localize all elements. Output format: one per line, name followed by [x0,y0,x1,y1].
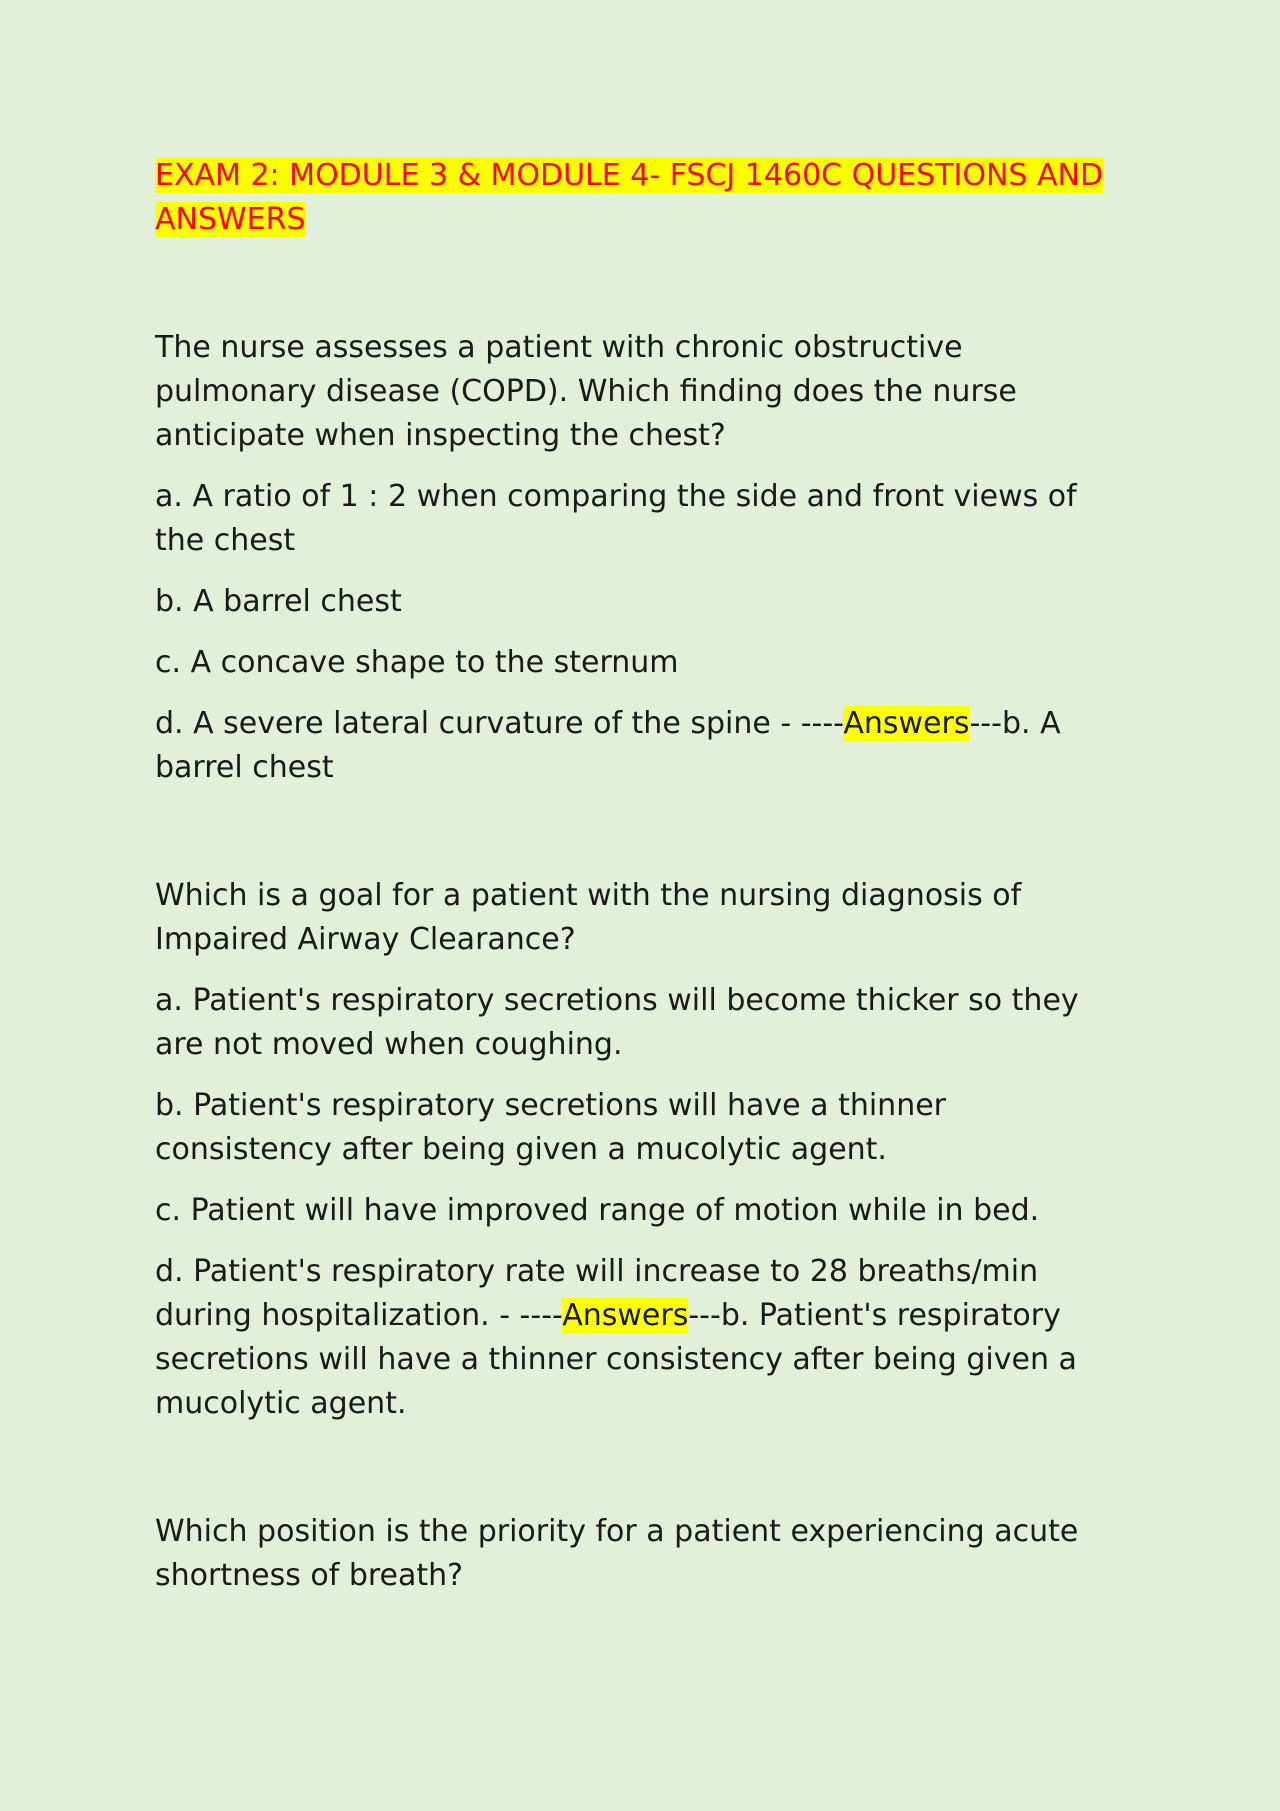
option-c: c. Patient will have improved range of motion while in bed. [155,1193,1040,1228]
answer-marker-prefix: - ---- [489,1298,563,1333]
option-a: a. Patient's respiratory secretions will become thicker so they are not moved when coughing. [155,983,1079,1062]
question-text: The nurse assesses a patient with chronic obstructive pulmonary disease (COPD). Which finding does the nurse anticipate when inspecting the chest? [155,330,1017,453]
question-text: Which is a goal for a patient with the nursing diagnosis of Impaired Airway Clearance? [155,878,1022,957]
option-d-text: d. Patient's respiratory rate will increase to 28 breaths/min during hospitalization. [155,1254,1039,1333]
answer-text: b. A barrel chest [155,706,1061,785]
answer-marker-suffix: --- [688,1298,721,1333]
answer-marker-suffix: --- [969,706,1002,741]
option-c: c. A concave shape to the sternum [155,645,679,680]
answers-highlight: Answers [843,706,970,741]
option-b: b. A barrel chest [155,584,402,619]
option-a: a. A ratio of 1 : 2 when comparing the side and front views of the chest [155,479,1077,558]
answer-text: b. Patient's respiratory secretions will have a thinner consistency after being given a mucolytic agent. [155,1298,1077,1421]
answers-highlight: Answers [562,1298,689,1333]
option-d-with-answer [155,702,1125,790]
option-d-with-answer [155,1250,1125,1426]
document-title [155,154,1125,242]
question-text: Which position is the priority for a patient experiencing acute shortness of breath? [155,1514,1079,1593]
title-highlight: EXAM 2: MODULE 3 & MODULE 4- FSCJ 1460C QUESTIONS AND ANSWERS [155,158,1104,237]
question-block-2 [155,874,1125,1426]
question-block-1 [155,326,1125,790]
option-b: b. Patient's respiratory secretions will have a thinner consistency after being given a mucolytic agent. [155,1088,947,1167]
document-content [155,154,1125,1682]
option-d-text: d. A severe lateral curvature of the spine [155,706,771,741]
answer-marker-prefix: - ---- [770,706,844,741]
question-block-3 [155,1510,1125,1598]
